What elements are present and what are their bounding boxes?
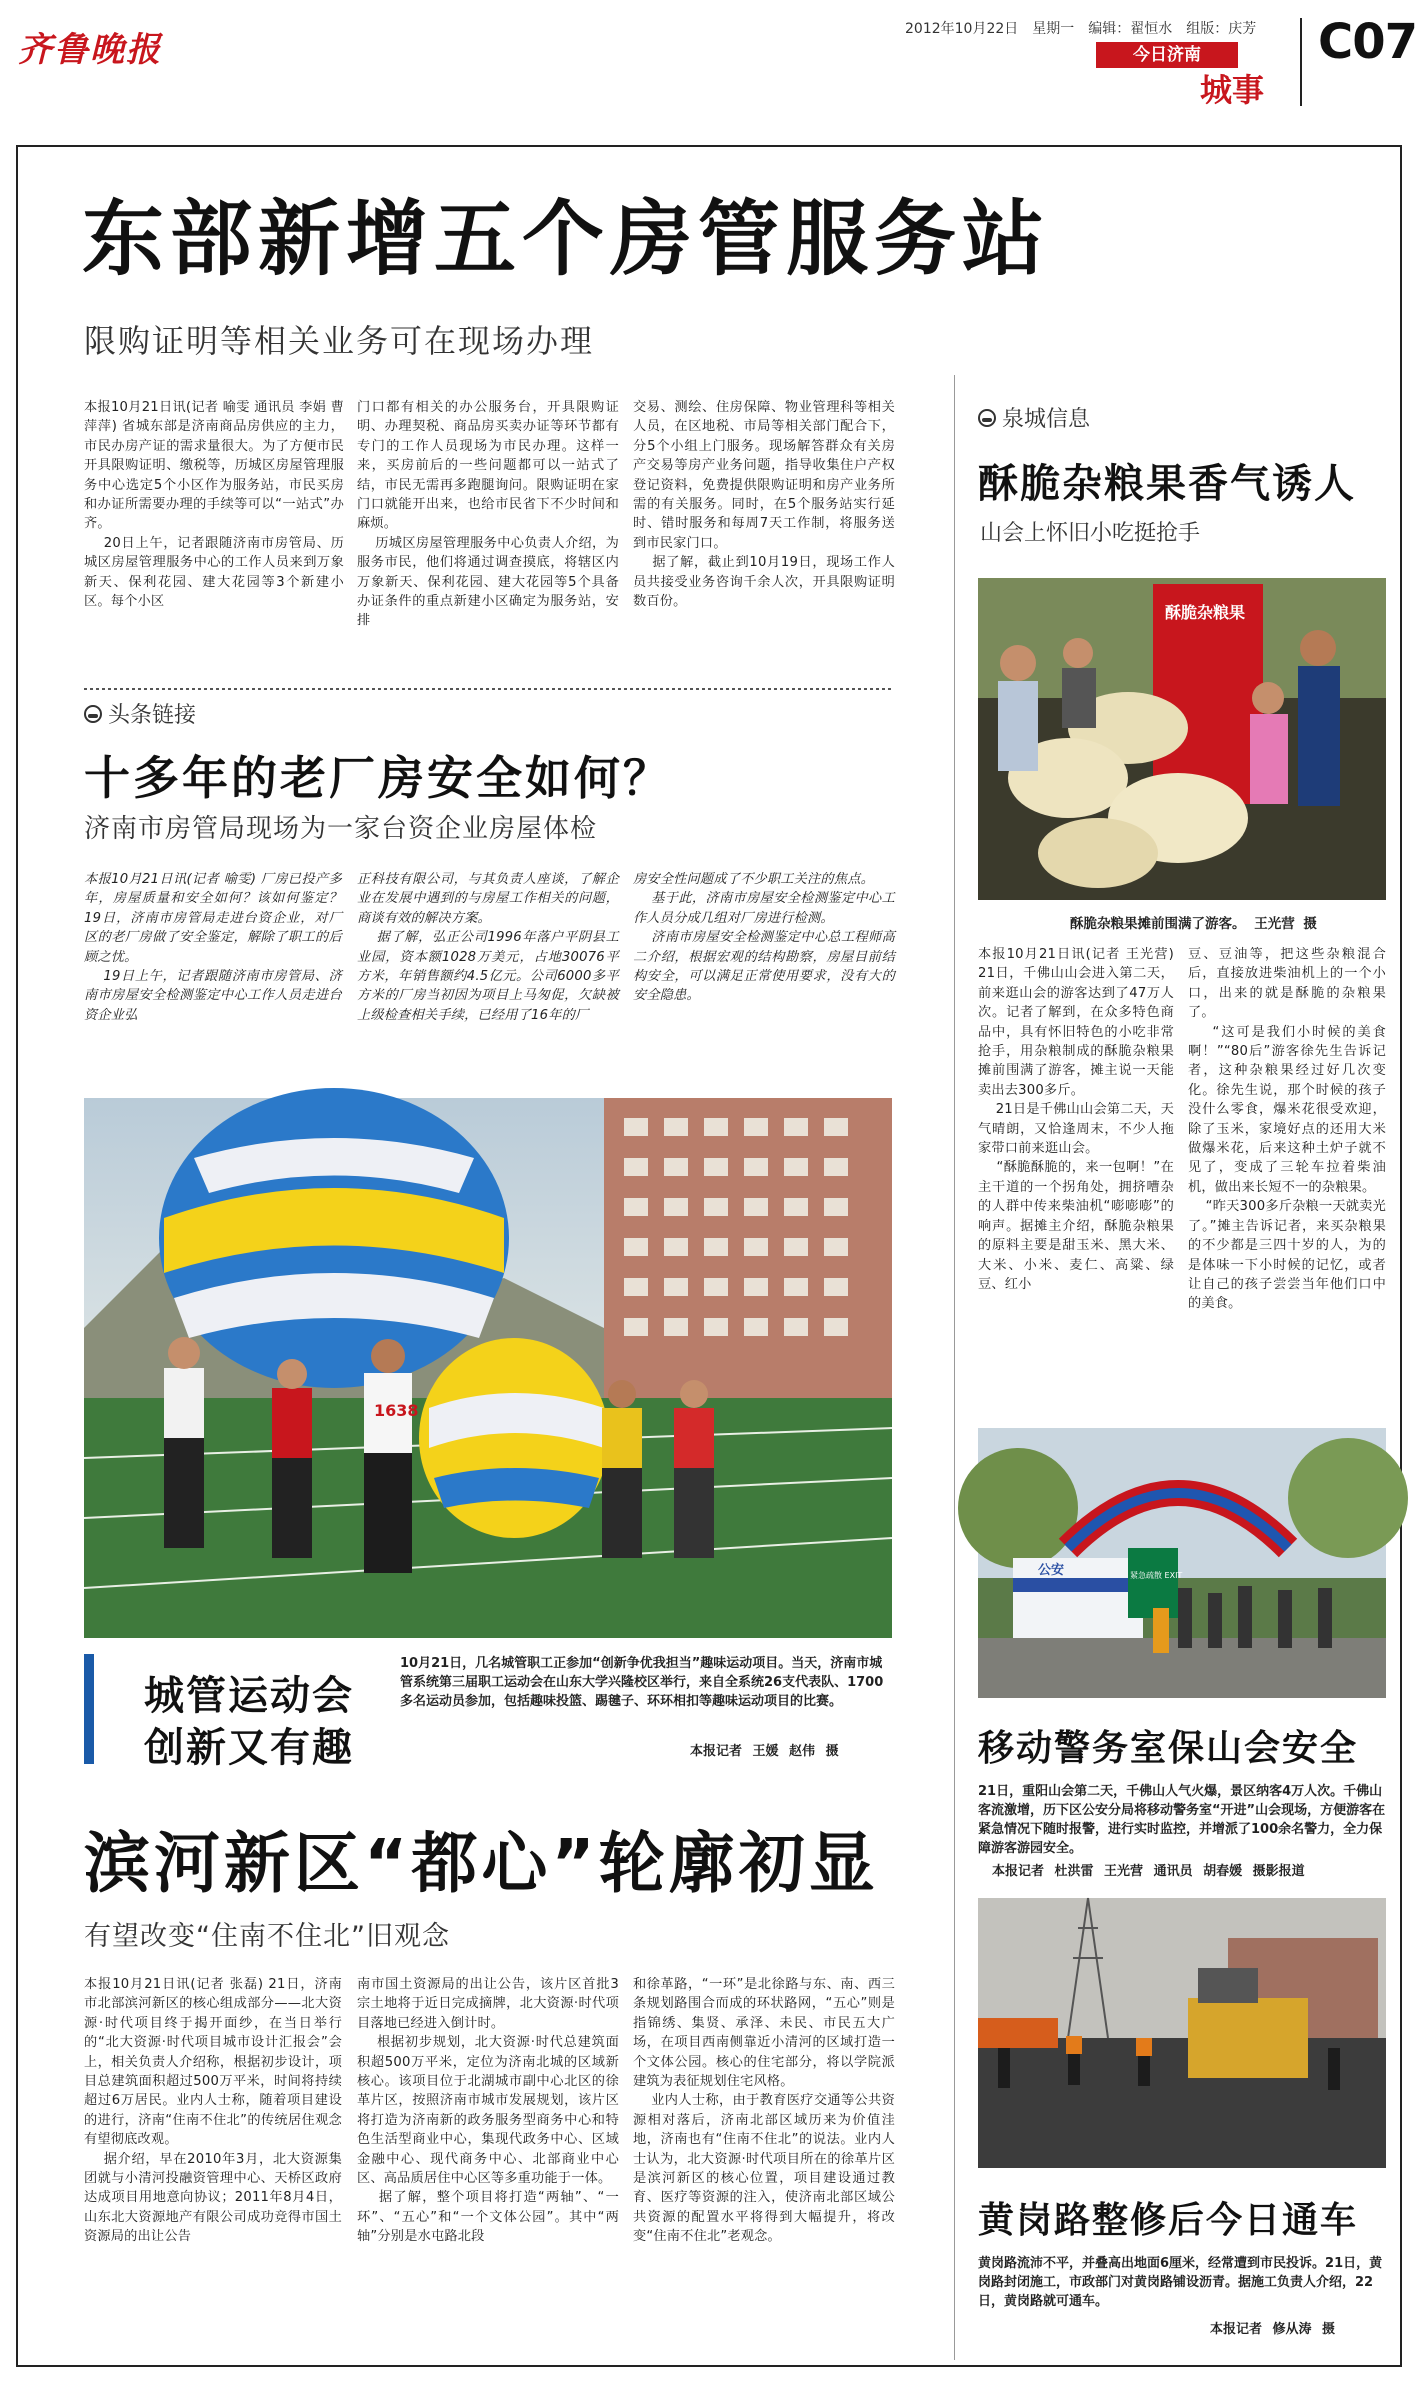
issue-weekday: 星期一 bbox=[1032, 21, 1075, 37]
sports-meet-photo bbox=[84, 1098, 892, 1638]
masthead bbox=[0, 0, 1417, 110]
right1-tag bbox=[978, 402, 1090, 433]
right3-credit: 本报记者 修从涛 摄 bbox=[1210, 2322, 1336, 2337]
layout-credit: 组版：庆芳 bbox=[1186, 21, 1257, 37]
right1-photo-caption: 酥脆杂粮果摊前围满了游客。 王光营 摄 bbox=[1070, 916, 1317, 932]
right1-subheadline: 山会上怀旧小吃挺抢手 bbox=[980, 521, 1201, 546]
stall-sign: 酥脆杂粮果 bbox=[1165, 603, 1246, 622]
photo-story-accent-bar bbox=[84, 1654, 94, 1764]
lead-subheadline: 限购证明等相关业务可在现场办理 bbox=[84, 322, 595, 360]
athlete-bib: 1638 bbox=[374, 1401, 419, 1420]
column-divider bbox=[954, 375, 955, 2360]
right3-headline: 黄岗路整修后今日通车 bbox=[978, 2200, 1359, 2241]
right1-tag-label: 泉城信息 bbox=[1002, 407, 1091, 432]
right1-column-1: 本报10月21日讯(记者 王光营) 21日，千佛山山会进入第二天，前来逛山会的游客达到了47万人次。记者了解到，在众多特色商品中，具有怀旧特色的小吃非常抢手，用杂粮制成的酥脆杂粮果摊前围满了游客，摊主说一天能卖出去300多斤。 21日是千佛山山会第二天，天气晴朗，又恰逢周末，不少人拖家带口前来逛山会。 “酥脆酥脆的，来一包啊！”在主干道的一个拐角处，拥挤嘈杂的人群中传来柴油机“嘭嘭嘭”的响声。据摊主介绍，酥脆杂粮果的原料主要是甜玉米、黑大米、大米、小米、麦仁、高粱、绿豆、红小 bbox=[978, 947, 1174, 1292]
lead-column-3: 交易、测绘、住房保障、物业管理科等相关人员，在区地税、市局等相关部门配合下，分5个小组上门服务。现场解答群众有关房产交易等房产业务问题，指导收集住户产权登记资料，免费提供限购证明和房产业务所需的有关服务。同时，在5个服务站实行延时、错时服务和每周7天工作制，将服务送到市民家门口。 据了解，截止到10月19日，现场工作人员共接受业务咨询千余人次，开具限购证明数百份。 bbox=[633, 400, 895, 610]
second-tag bbox=[84, 698, 196, 729]
second-headline: 十多年的老厂房安全如何？ bbox=[84, 751, 672, 805]
right2-credit: 本报记者 杜洪雷 王光营 通讯员 胡春媛 摄影报道 bbox=[992, 1864, 1305, 1879]
masthead-divider bbox=[1300, 18, 1302, 106]
second-tag-label: 头条链接 bbox=[108, 703, 197, 728]
masthead-meta bbox=[905, 18, 1256, 38]
chat-bubble-icon bbox=[978, 409, 996, 427]
section-badge: 今日济南 bbox=[1096, 42, 1238, 68]
second-column-2: 正科技有限公司，与其负责人座谈，了解企业在发展中遇到的与房屋工作相关的问题，商谈有效的解决方案。 据了解，弘正公司1996年落户平阴县工业园，资本额1028万美元，占地30076平方米，年销售额约4.5亿元。公司6000多平方米的厂房当初因为项目上马匆促，欠缺被上级检查相关手续，已经用了16年的厂 bbox=[357, 872, 619, 1023]
third-headline: 滨河新区“都心”轮廓初显 bbox=[84, 1825, 879, 1902]
exit-sign: 紧急疏散 EXIT bbox=[1130, 1571, 1183, 1580]
road-paving-photo bbox=[978, 1898, 1386, 2168]
dotted-rule bbox=[84, 688, 892, 690]
police-station-photo bbox=[978, 1428, 1386, 1698]
third-column-3: 和徐革路，“一环”是北徐路与东、南、西三条规划路围合而成的环状路网，“五心”则是指锦绣、集贤、承泽、未民、市民五大广场，在项目西南侧靠近小清河的区域打造一个文体公园。核心的住宅部分，将以学院派建筑为表征规划住宅风格。 业内人士称，由于教育医疗交通等公共资源相对落后，济南北部区域历来为价值洼地，济南也有“住南不住北”的说法。业内人士认为，北大资源·时代项目所在的徐革片区是滨河新区的核心位置，项目建设通过教育、医疗等资源的注入，使济南北部区域公共资源的配置水平将得到大幅提升，将改变“住南不住北”老观念。 bbox=[633, 1977, 895, 2245]
police-van-banner: 公安 bbox=[1038, 1563, 1065, 1578]
photo-story-title-2: 创新又有趣 bbox=[144, 1725, 354, 1771]
second-column-1: 本报10月21日讯(记者 喻雯) 厂房已投产多年，房屋质量和安全如何？该如何鉴定？19日，济南市房管局走进台资企业，对厂区的老厂房做了安全鉴定，解除了职工的后顾之忧。 19日上午，记者跟随济南市房管局、济南市房屋安全检测鉴定中心工作人员走进台资企业弘 bbox=[84, 872, 342, 1023]
newspaper-logo: 齐鲁晚报 bbox=[18, 30, 162, 70]
lead-column-2: 门口都有相关的办公服务台，开具限购证明、办理契税、商品房买卖办证等环节都有专门的工作人员现场为市民办理。这样一来，买房前后的一些问题都可以一站式了结，市民无需再多跑腿询问。限购证明在家门口就能开出来，也给市民省下不少时间和麻烦。 历城区房屋管理服务中心负责人介绍，为服务市民，他们将通过调查摸底，将辖区内万象新天、保利花园、建大花园等5个具备办证条件的重点新建小区确定为服务站，安排 bbox=[357, 400, 619, 629]
right1-column-2: 豆、豆油等，把这些杂粮混合后，直接放进柴油机上的一个小口，出来的就是酥脆的杂粮果了。 “这可是我们小时候的美食啊！”“80后”游客徐先生告诉记者，这种杂粮果经过好几次变化。徐先生说，那个时候的孩子没什么零食，爆米花很受欢迎，除了玉米，家境好点的还用大米做爆米花，后来这种土炉子就不见了，变成了三轮车拉着柴油机，做出来长短不一的杂粮果。 “昨天300多斤杂粮一天就卖光了。”摊主告诉记者，来买杂粮果的不少都是三四十岁的人，为的是体味一下小时候的记忆，或者让自己的孩子尝尝当年他们口中的美食。 bbox=[1188, 947, 1386, 1312]
right2-caption: 21日，重阳山会第二天，千佛山人气火爆，景区纳客4万人次。千佛山客流激增，历下区公安分局将移动警务室“开进”山会现场，方便游客在紧急情况下随时报警，进行实时监控，并增派了100余名警力，全力保障游客游园安全。 bbox=[978, 1784, 1386, 1856]
third-column-2: 南市国土资源局的出让公告，该片区首批3宗土地将于近日完成摘牌，北大资源·时代项目落地已经进入倒计时。 根据初步规划，北大资源·时代总建筑面积超500万平米，定位为济南北城的区域新核心。该项目位于北湖城市副中心北区的徐革片区，按照济南市城市发展规划，该片区将打造为济南新的政务服务型商务中心和特色生活型商业中心，集现代政务中心、区域金融中心、现代商务中心、北部商业中心区、高品质居住中心区等多重功能于一体。 据了解，整个项目将打造“两轴”、“一环”、“五心”和“一个文体公园”。其中“两轴”分别是水屯路北段 bbox=[357, 1977, 619, 2245]
second-column-3: 房安全性问题成了不少职工关注的焦点。 基于此，济南市房屋安全检测鉴定中心工作人员分成几组对厂房进行检测。 济南市房屋安全检测鉴定中心总工程师高二介绍，根据宏观的结构勘察，房屋目前结构安全，可以满足正常使用要求，没有大的安全隐患。 bbox=[633, 872, 895, 1004]
third-column-1: 本报10月21日讯(记者 张磊) 21日，济南市北部滨河新区的核心组成部分——北大资源·时代项目终于揭开面纱，在当日举行的“北大资源·时代项目城市设计汇报会”会上，相关负责人介绍称，根据初步设计，项目总建筑面积超过500万平米，时间将持续超过6万居民。业内人士称，随着项目建设的进行，济南“住南不住北”的传统居住观念有望彻底改观。 据介绍，早在2010年3月，北大资源集团就与小清河投融资管理中心、天桥区政府达成项目用地意向协议；2011年8月4日，山东北大资源地产有限公司成功竞得市国土资源局的出让公告 bbox=[84, 1977, 342, 2245]
chat-bubble-icon bbox=[84, 705, 102, 723]
photo-story-caption: 10月21日，几名城管职工正参加“创新争优我担当”趣味运动项目。当天，济南市城管系统第三届职工运动会在山东大学兴隆校区举行，来自全系统26支代表队、1700多名运动员参加，包括趣味投篮、踢毽子、环环相扣等趣味运动项目的比赛。 bbox=[400, 1656, 884, 1709]
section-title: 城事 bbox=[1200, 71, 1265, 109]
right3-caption: 黄岗路流沛不平，并叠高出地面6厘米，经常遭到市民投诉。21日，黄岗路封闭施工，市政部门对黄岗路铺设沥青。据施工负责人介绍，22日，黄岗路就可通车。 bbox=[978, 2256, 1383, 2309]
photo-story-credit: 本报记者 王媛 赵伟 摄 bbox=[690, 1744, 839, 1759]
lead-headline: 东部新增五个房管服务站 bbox=[82, 192, 1051, 287]
lead-column-1: 本报10月21日讯(记者 喻雯 通讯员 李娟 曹萍萍) 省城东部是济南商品房供应的主力，市民办房产证的需求量很大。为了方便市民开具限购证明、缴税等，历城区房屋管理服务中心选定5个小区作为服务站，市民买房和办证所需要办理的手续等可以“一站式”办齐。 20日上午，记者跟随济南市房管局、历城区房屋管理服务中心的工作人员来到万象新天、保利花园、建大花园等3个新建小区。每个小区 bbox=[84, 400, 344, 610]
right1-headline: 酥脆杂粮果香气诱人 bbox=[978, 461, 1356, 507]
page-code: C07 bbox=[1318, 14, 1417, 70]
issue-date: 2012年10月22日 bbox=[905, 21, 1019, 37]
photo-story-title-1: 城管运动会 bbox=[144, 1673, 354, 1719]
third-subheadline: 有望改变“住南不住北”旧观念 bbox=[84, 1921, 450, 1952]
editor-credit: 编辑：翟恒水 bbox=[1088, 21, 1173, 37]
snack-stall-photo bbox=[978, 578, 1386, 900]
sports-meet-illustration bbox=[84, 1098, 892, 1638]
right2-headline: 移动警务室保山会安全 bbox=[978, 1728, 1359, 1769]
second-subheadline: 济南市房管局现场为一家台资企业房屋体检 bbox=[84, 814, 598, 844]
